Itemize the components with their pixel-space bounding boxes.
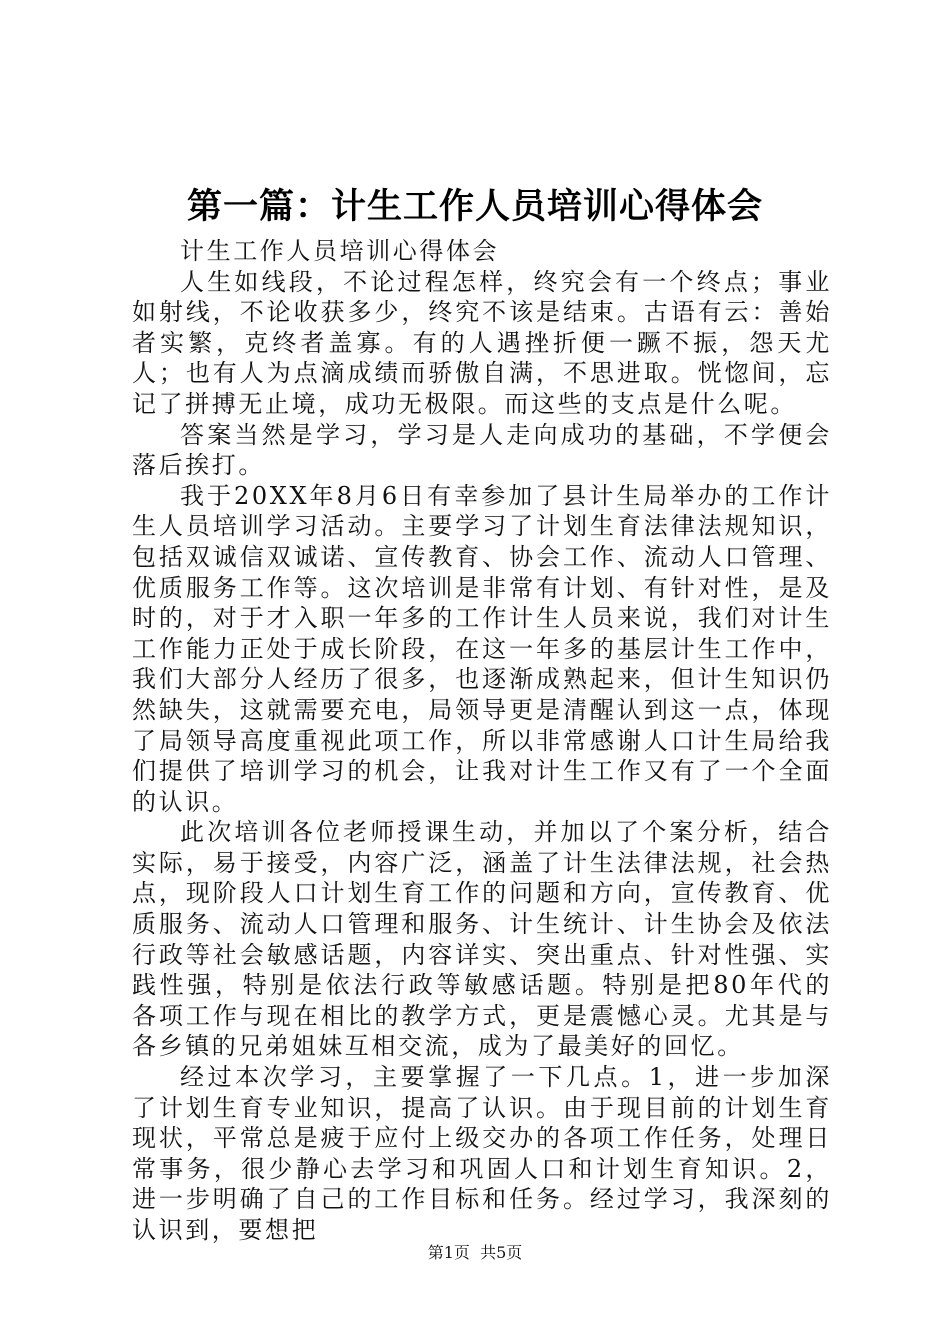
body-paragraph-intro: 人生如线段，不论过程怎样，终究会有一个终点；事业如射线，不论收获多少，终究不该是结束。古语有云：善始者实繁，克终者盖寡。有的人遇挫折便一蹶不振，怨天尤人；也有人为点滴成绩而骄傲自满，不思进取。恍惚间，忘记了拼搏无止境，成功无极限。而这些的支点是什么呢。: [132, 267, 832, 418]
page-number: 第1页: [427, 1243, 470, 1262]
document-title: 第一篇：计生工作人员培训心得体会: [186, 187, 763, 227]
body-paragraph-teaching: 此次培训各位老师授课生动，并加以了个案分析，结合实际，易于接受，内容广泛，涵盖了计生法律法规，社会热点，现阶段人口计划生育工作的问题和方向，宣传教育、优质服务、流动人口管理和服务、计生统计、计生协会及依法行政等社会敏感话题，内容详实、突出重点、针对性强、实践性强，特别是依法行政等敏感话题。特别是把80年代的各项工作与现在相比的教学方式，更是震憾心灵。尤其是与各乡镇的兄弟姐妹互相交流，成为了最美好的回忆。: [132, 818, 832, 1061]
page-footer: [0, 1242, 950, 1264]
body-paragraph-training: 我于20XX年8月6日有幸参加了县计生局举办的工作计生人员培训学习活动。主要学习了计划生育法律法规知识，包括双诚信双诚诺、宣传教育、协会工作、流动人口管理、优质服务工作等。这次培训是非常有计划、有针对性，是及时的，对于才入职一年多的工作计生人员来说，我们对计生工作能力正处于成长阶段，在这一年多的基层计生工作中，我们大部分人经历了很多，也逐渐成熟起来，但计生知识仍然缺失，这就需要充电，局领导更是清醒认到这一点，体现了局领导高度重视此项工作，所以非常感谢人口计生局给我们提供了培训学习的机会，让我对计生工作又有了一个全面的认识。: [132, 481, 832, 816]
body-paragraph-summary: 经过本次学习，主要掌握了一下几点。1，进一步加深了计划生育专业知识，提高了认识。由于现目前的计划生育现状，平常总是疲于应付上级交办的各项工作任务，处理日常事务，很少静心去学习和巩固人口和计划生育知识。2，进一步明确了自己的工作目标和任务。经过学习，我深刻的认识到，要想把: [132, 1063, 832, 1244]
body-paragraph-answer: 答案当然是学习，学习是人走向成功的基础，不学便会落后挨打。: [132, 420, 832, 480]
subtitle-paragraph: 计生工作人员培训心得体会: [180, 237, 500, 265]
page-total: 共5页: [480, 1243, 523, 1262]
document-body: [132, 236, 832, 1246]
